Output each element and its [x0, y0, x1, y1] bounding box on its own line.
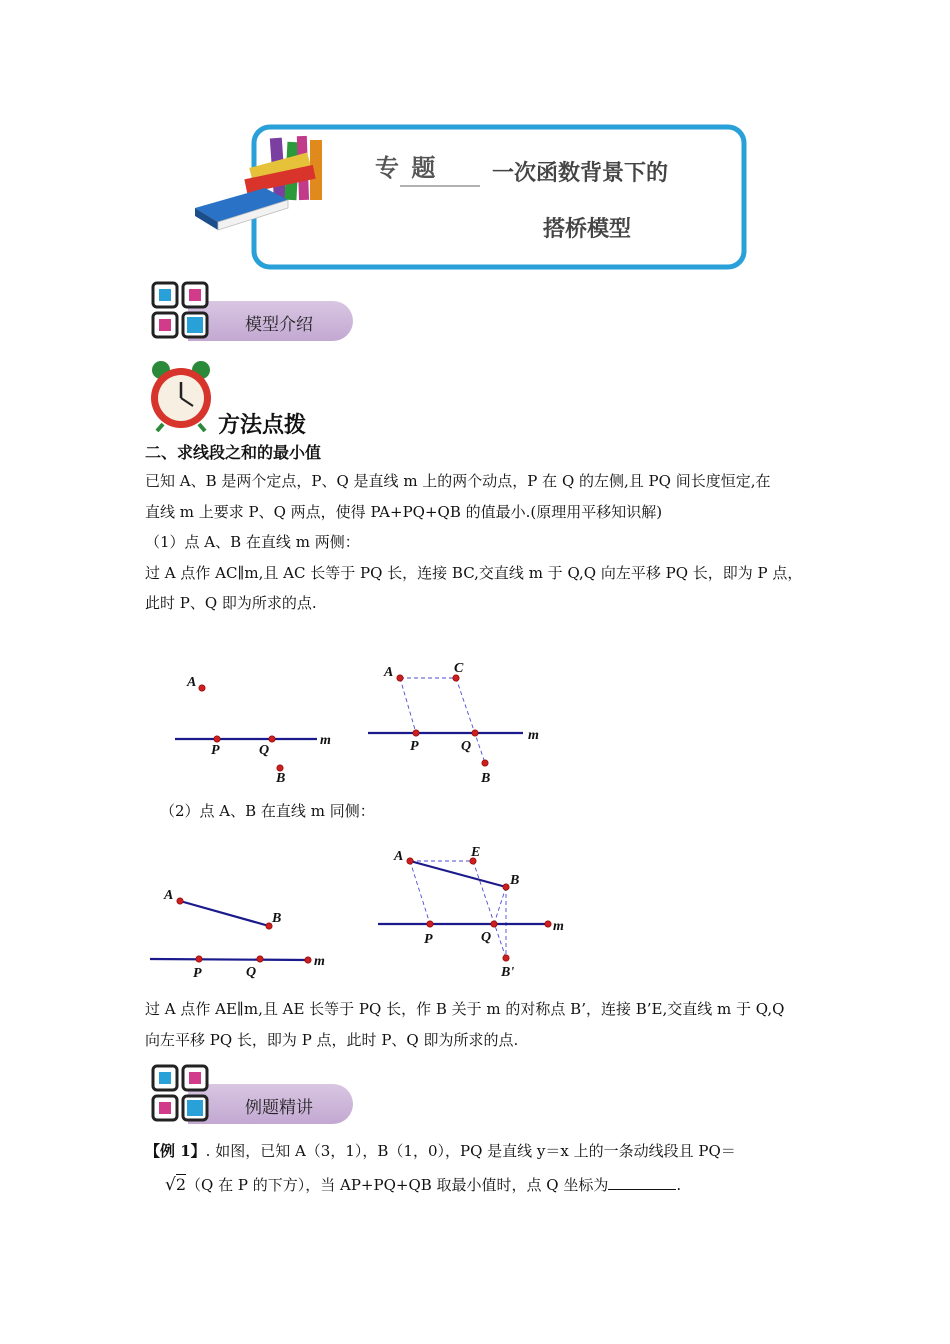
- point-b: [503, 884, 509, 890]
- point-m-end: [305, 957, 311, 963]
- label-a: A: [384, 665, 394, 680]
- case1-title: （1）点 A、B 在直线 m 两侧：: [145, 533, 360, 551]
- point-q: [269, 736, 275, 742]
- grid-icon: [150, 280, 212, 342]
- intro-paragraph: [145, 466, 825, 619]
- case1-line-1: 过 A 点作 AC∥m,且 AC 长等于 PQ 长，连接 BC,交直线 m 于 Q,Q 向左平移 PQ 长，即为 P 点，: [145, 563, 803, 582]
- example1-text-1: . 如图，已知 A（3，1），B（1，0），PQ 是直线 y＝x 上的一条动线段且 PQ＝: [205, 1142, 736, 1160]
- label-q: Q: [246, 965, 257, 980]
- label-m: m: [528, 728, 539, 743]
- example1-end: .: [676, 1176, 682, 1194]
- label-b: B: [272, 911, 282, 926]
- label-b: B: [510, 873, 520, 888]
- label-b: B: [276, 771, 286, 786]
- case2-line-1: 过 A 点作 AE∥m,且 AE 长等于 PQ 长，作 B 关于 m 的对称点 B’，连接 B’E,交直线 m 于 Q,Q: [145, 1000, 785, 1018]
- case1-line-2: 此时 P、Q 即为所求的点.: [145, 594, 317, 612]
- banner-title-line1: 一次函数背景下的: [492, 160, 669, 186]
- point-p: [214, 736, 220, 742]
- figure-case2-right: [370, 840, 580, 985]
- label-e: E: [471, 845, 481, 860]
- label-a: A: [164, 888, 174, 903]
- example1-line-2: [145, 1168, 825, 1202]
- label-q: Q: [259, 743, 270, 758]
- method-label: 方法点拨: [218, 413, 307, 438]
- line-m: [150, 959, 308, 960]
- label-p: P: [410, 739, 419, 754]
- label-q: Q: [461, 739, 472, 754]
- alarm-clock-icon: [147, 360, 215, 432]
- sqrt-sign: √: [165, 1175, 176, 1195]
- label-b: B: [481, 771, 491, 786]
- point-m-end: [545, 921, 551, 927]
- case2-title: （2）点 A、B 在直线 m 同侧：: [160, 802, 375, 820]
- figure-case2-left: [145, 875, 345, 985]
- label-c: C: [454, 661, 464, 676]
- banner-title-line2: 搭桥模型: [543, 216, 632, 242]
- label-a: A: [394, 849, 404, 864]
- label-q: Q: [481, 930, 492, 945]
- case2-line-2: 向左平移 PQ 长，即为 P 点，此时 P、Q 即为所求的点.: [145, 1030, 519, 1049]
- point-a: [199, 685, 205, 691]
- answer-blank: [608, 1175, 676, 1190]
- point-a: [177, 898, 183, 904]
- label-m: m: [553, 919, 564, 934]
- figure-case1-left: [165, 665, 345, 790]
- banner-topic: 专 题: [375, 153, 438, 182]
- point-p: [196, 956, 202, 962]
- example1: [145, 1135, 825, 1202]
- example1-tag: 【例 1】: [145, 1142, 206, 1160]
- section-label-example: 例题精讲: [245, 1098, 313, 1118]
- label-m: m: [320, 733, 331, 748]
- point-p: [413, 730, 419, 736]
- books-icon: [190, 130, 340, 235]
- point-b-prime: [503, 955, 509, 961]
- section-heading-2: 二、求线段之和的最小值: [145, 443, 322, 462]
- point-a: [407, 858, 413, 864]
- label-m: m: [314, 954, 325, 969]
- point-q: [491, 921, 497, 927]
- point-b: [482, 760, 488, 766]
- intro-line-2: 直线 m 上要求 P、Q 两点，使得 PA+PQ+QB 的值最小.(原理用平移知识解): [145, 502, 663, 521]
- label-a: A: [187, 675, 197, 690]
- title-banner: [190, 120, 755, 275]
- label-b-prime: B': [501, 965, 515, 980]
- intro-line-1: 已知 A、B 是两个定点，P、Q 是直线 m 上的两个动点，P 在 Q 的左侧,且 PQ 间长度恒定,在: [145, 472, 771, 490]
- point-q: [257, 956, 263, 962]
- figure-case1-right: [360, 655, 560, 790]
- case2-paragraph: [145, 994, 825, 1055]
- label-p: P: [211, 743, 220, 758]
- example1-line-1: [145, 1135, 825, 1168]
- point-p: [427, 921, 433, 927]
- grid-icon: [150, 1063, 212, 1125]
- point-q: [472, 730, 478, 736]
- label-p: P: [424, 932, 433, 947]
- section-label-model: 模型介绍: [245, 315, 313, 335]
- point-a: [397, 675, 403, 681]
- label-p: P: [193, 966, 202, 981]
- example1-text-2: （Q 在 P 的下方），当 AP+PQ+QB 取最小值时，点 Q 坐标为: [186, 1176, 609, 1194]
- sqrt-value: 2: [175, 1175, 187, 1194]
